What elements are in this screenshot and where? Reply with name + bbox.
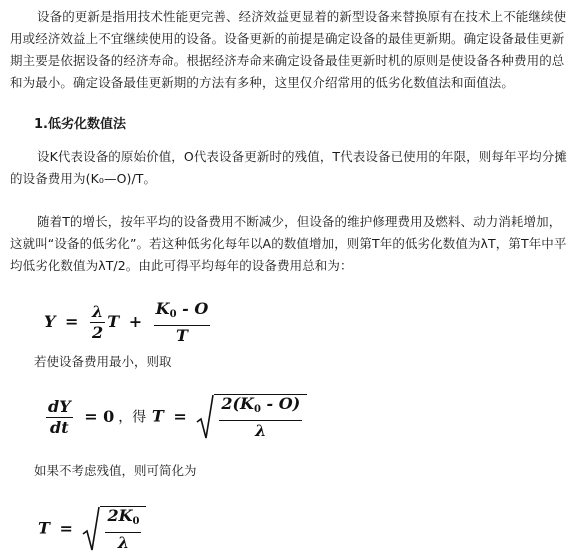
formula-t: T xyxy=(38,518,50,538)
text-simplify: 如果不考虑残值，则可简化为 xyxy=(34,463,197,478)
subscript-zero: 0 xyxy=(253,404,261,415)
subscript-zero: 0 xyxy=(169,309,177,320)
formula-average-cost xyxy=(44,300,212,345)
formula-t: T xyxy=(107,312,120,331)
radical-sign-icon xyxy=(82,506,100,552)
formula-equals: = xyxy=(65,312,79,331)
formula-plus: + xyxy=(128,312,143,331)
two-k: 2K xyxy=(107,506,133,525)
two-k: 2(K xyxy=(221,394,254,413)
formula-derivative xyxy=(44,394,307,440)
fraction-denominator: dt xyxy=(50,417,69,437)
formula-conclusion-word: ，得 xyxy=(118,409,147,426)
formula-equals-zero: = 0 xyxy=(84,406,115,426)
paragraph-intro: 设备的更新是指用技术性能更完善、经济效益更显着的新型设备来替换原有在技术上不能继续使用或经济效益上不宜继续使用的设备。设备更新的前提是确定设备的最佳更新期。确定设备最佳更新期主要是依据设备的经济寿命。根据经济寿命来确定设备最佳更新时机的原则是使设备各种费用的总和为最小。确定设备最佳更新期的方法有多种，这里仅介绍常用的低劣化数值法和面值法。 xyxy=(10,9,567,90)
fraction-derivative xyxy=(46,398,73,437)
fraction-numerator xyxy=(154,300,211,326)
symbol-k: K xyxy=(155,299,170,318)
minus-o: - O xyxy=(176,299,209,318)
fraction-denominator: λ xyxy=(117,533,130,552)
fraction-lambda-over-two xyxy=(90,303,105,342)
fraction-denominator: λ xyxy=(255,421,267,440)
fraction-numerator: dY xyxy=(48,396,71,416)
fraction-radicand xyxy=(105,507,141,552)
section-heading: 1.低劣化数值法 xyxy=(34,117,126,132)
formula-equals: = xyxy=(59,518,73,538)
fraction-numerator: λ xyxy=(91,302,104,321)
fraction-numerator xyxy=(105,507,141,533)
formula-t: T xyxy=(151,406,164,426)
fraction-cost-over-t xyxy=(154,300,211,345)
radicand xyxy=(214,394,307,440)
fraction-denominator: T xyxy=(176,326,188,345)
subscript-zero: 0 xyxy=(132,516,140,527)
radicand xyxy=(100,506,146,552)
square-root xyxy=(196,394,307,440)
square-root xyxy=(82,506,146,552)
text-minimize: 若使设备费用最小，则取 xyxy=(34,354,172,369)
paragraph-deterioration: 随着T的增长，按年平均的设备费用不断减少，但设备的维护修理费用及燃料、动力消耗增加，这就叫“设备的低劣化”。若这种低劣化每年以A的数值增加，则第T年的低劣化数值为λT，第T年中平均低劣化数值为λT/2。由此可得平均每年的设备费用总和为： xyxy=(10,214,567,273)
fraction-radicand xyxy=(219,395,302,440)
formula-equals: = xyxy=(173,406,187,426)
minus-o: - O) xyxy=(260,394,301,413)
formula-simplified xyxy=(38,506,146,552)
paragraph-definitions: 设K代表设备的原始价值，O代表设备更新时的残值，T代表设备已使用的年限，则每年平均分摊的设备费用为(K₀—O)/T。 xyxy=(10,149,567,186)
fraction-denominator: 2 xyxy=(92,323,104,342)
radical-sign-icon xyxy=(196,394,214,440)
fraction-numerator xyxy=(219,395,302,421)
formula-lhs: Y xyxy=(44,312,56,331)
